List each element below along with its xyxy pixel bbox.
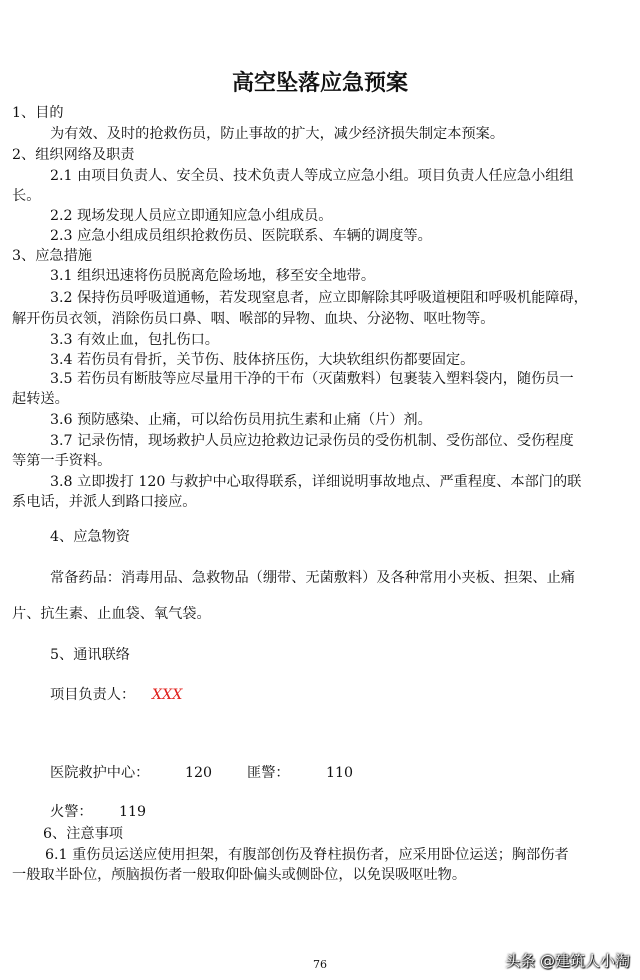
item-3-7-line2: 等第一手资料。 [12, 453, 112, 469]
item-2-2: 2.2 现场发现人员应立即通知应急小组成员。 [50, 208, 333, 224]
hospital-label: 医院救护中心： [50, 765, 150, 781]
section-5-heading: 5、通讯联络 [50, 647, 130, 663]
item-3-6: 3.6 预防感染、止痛，可以给伤员用抗生素和止痛（片）剂。 [50, 412, 432, 428]
project-leader-value: XXX [152, 687, 183, 703]
item-2-1-line1: 2.1 由项目负责人、安全员、技术负责人等成立应急小组。项目负责人任应急小组组 [50, 168, 574, 184]
section-1-heading: 1、目的 [12, 105, 64, 121]
item-3-2-line1: 3.2 保持伤员呼吸道通畅，若发现窒息者，应立即解除其呼吸道梗阻和呼吸机能障碍， [50, 290, 588, 306]
item-3-2-line2: 解开伤员衣领，消除伤员口鼻、咽、喉部的异物、血块、分泌物、呕吐物等。 [12, 311, 495, 327]
item-3-4: 3.4 若伤员有骨折，关节伤、肢体挤压伤，大块软组织伤都要固定。 [50, 352, 475, 368]
section-6-heading: 6、注意事项 [43, 826, 123, 842]
section-2-heading: 2、组织网络及职责 [12, 147, 135, 163]
section-1-paragraph: 为有效、及时的抢救伤员，防止事故的扩大，减少经济损失制定本预案。 [50, 126, 505, 142]
section-3-heading: 3、应急措施 [12, 248, 92, 264]
section-4-paragraph-line2: 片、抗生素、止血袋、氧气袋。 [12, 606, 211, 622]
item-3-8-line1: 3.8 立即拨打 120 与救护中心取得联系，详细说明事故地点、严重程度、本部门的联 [50, 474, 582, 490]
item-3-3: 3.3 有效止血，包扎伤口。 [50, 332, 219, 348]
item-3-7-line1: 3.7 记录伤情，现场救护人员应边抢救边记录伤员的受伤机制、受伤部位、受伤程度 [50, 433, 574, 449]
item-6-1-line2: 一般取半卧位，颅脑损伤者一般取仰卧偏头或侧卧位，以免误吸呕吐物。 [12, 867, 467, 883]
section-4-paragraph-line1: 常备药品：消毒用品、急救物品（绷带、无菌敷料）及各种常用小夹板、担架、止痛 [50, 570, 575, 586]
item-3-5-line2: 起转送。 [12, 391, 69, 407]
item-2-3: 2.3 应急小组成员组织抢救伤员、医院联系、车辆的调度等。 [50, 228, 432, 244]
item-3-1: 3.1 组织迅速将伤员脱离危险场地，移至安全地带。 [50, 268, 376, 284]
police-label: 匪警： [247, 765, 290, 781]
hospital-number: 120 [185, 765, 213, 781]
document-title: 高空坠落应急预案 [231, 71, 408, 96]
fire-label: 火警： [50, 804, 93, 820]
police-number: 110 [326, 765, 354, 781]
item-3-8-line2: 系电话，并派人到路口接应。 [12, 494, 197, 510]
project-leader-label: 项目负责人： [50, 687, 136, 703]
item-2-1-line2: 长。 [12, 188, 41, 204]
item-3-5-line1: 3.5 若伤员有断肢等应尽量用干净的干布（灭菌敷料）包裹装入塑料袋内，随伤员一 [50, 371, 574, 387]
watermark: 头条 @建筑人小淘 [505, 952, 630, 970]
page-number: 76 [313, 958, 327, 971]
item-6-1-line1: 6.1 重伤员运送应使用担架，有腹部创伤及脊柱损伤者，应采用卧位运送；胸部伤者 [45, 847, 569, 863]
section-4-heading: 4、应急物资 [50, 529, 130, 545]
fire-number: 119 [119, 804, 147, 820]
